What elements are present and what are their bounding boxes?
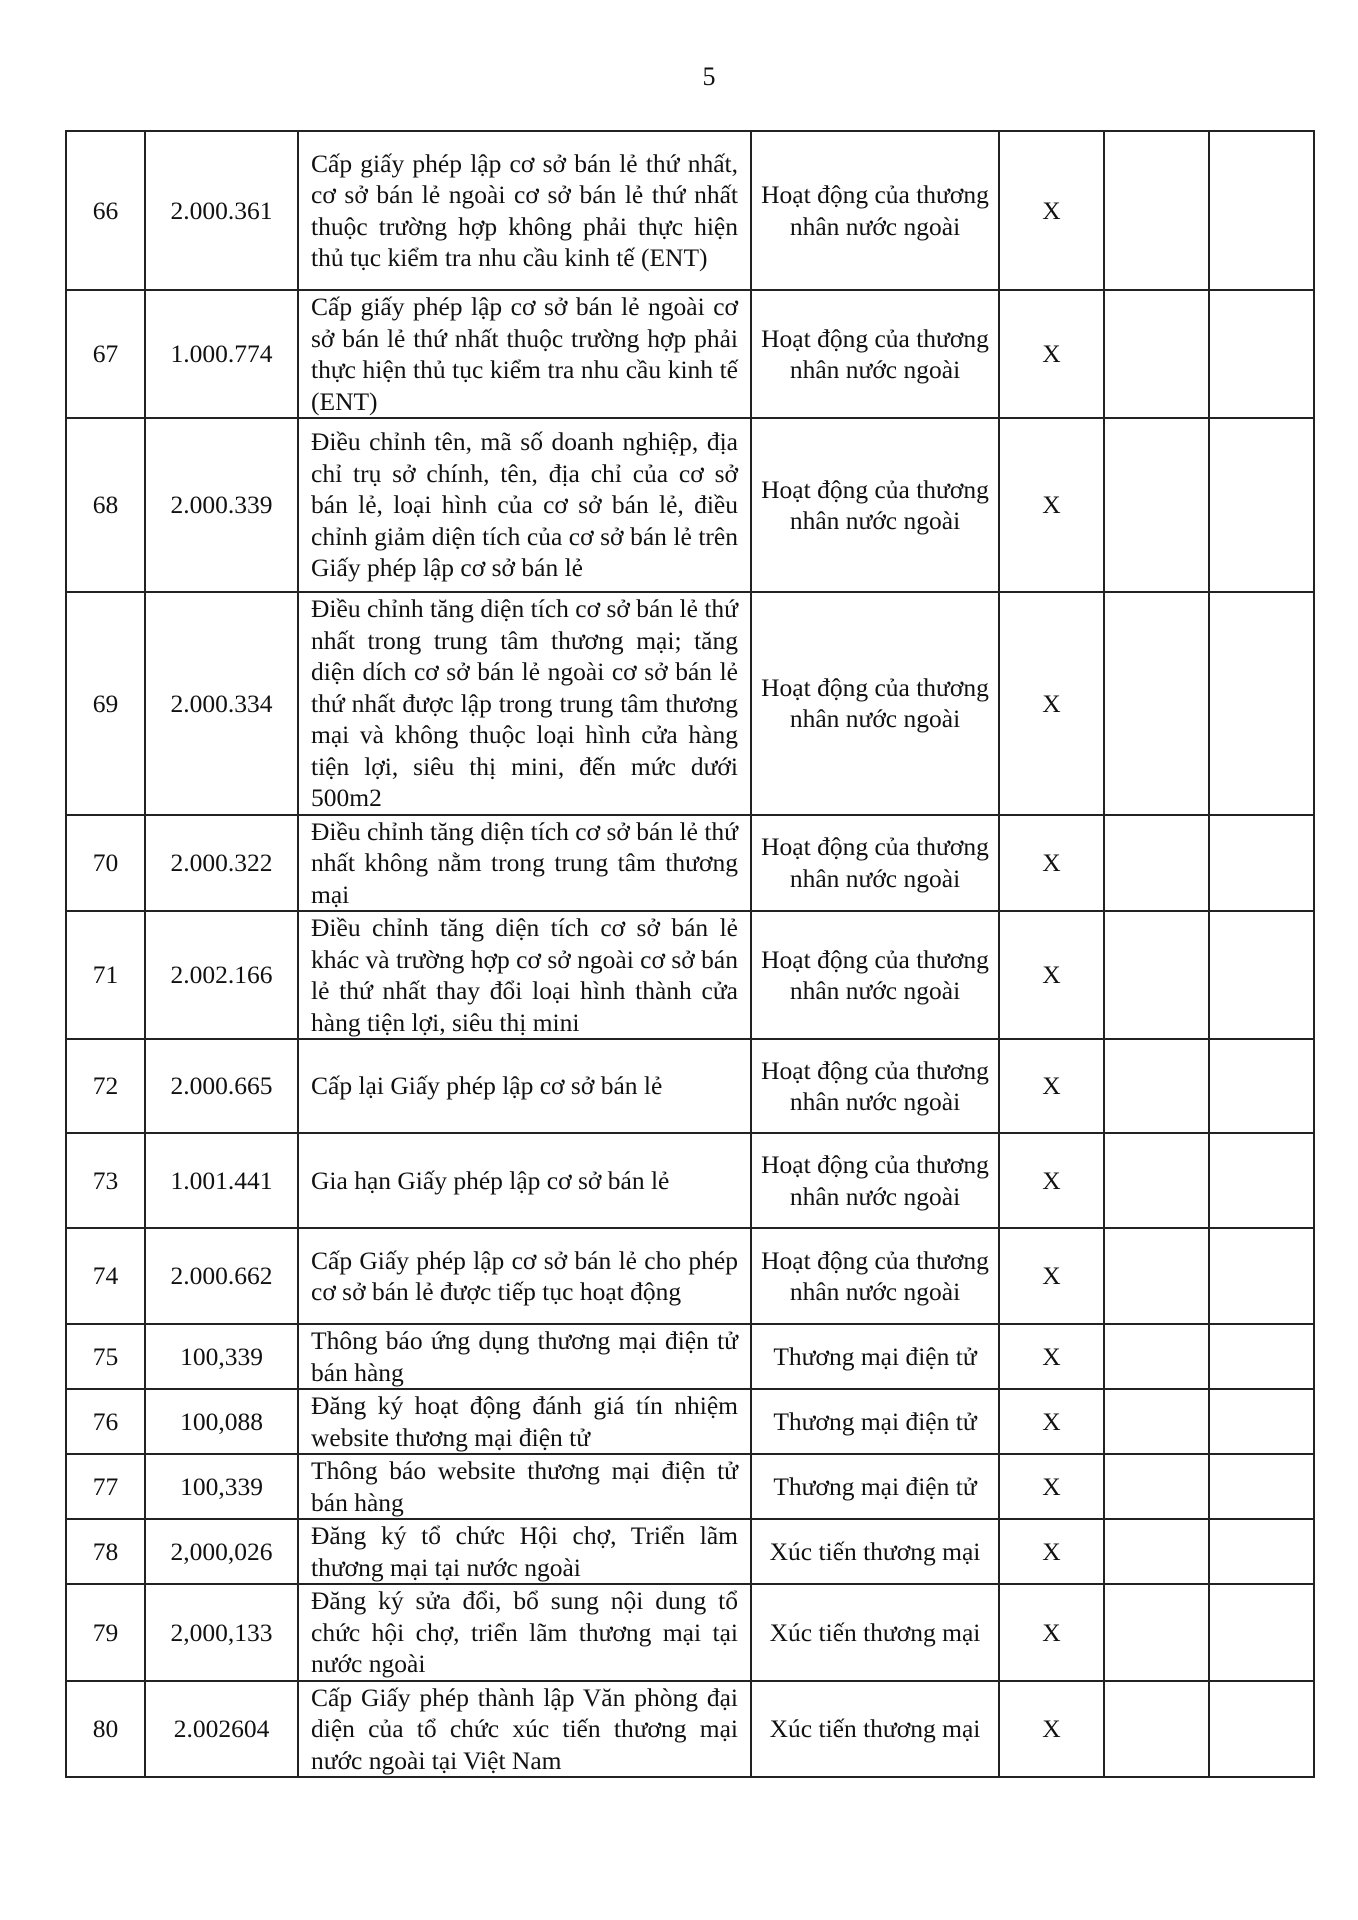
level-mark: X bbox=[999, 1389, 1104, 1454]
row-number: 72 bbox=[66, 1039, 145, 1133]
table-row bbox=[66, 1454, 1314, 1519]
level-mark: X bbox=[999, 1584, 1104, 1681]
procedure-code: 100,088 bbox=[145, 1389, 298, 1454]
row-number: 75 bbox=[66, 1324, 145, 1389]
empty-cell bbox=[1209, 1324, 1314, 1389]
empty-cell bbox=[1209, 1389, 1314, 1454]
level-mark: X bbox=[999, 1519, 1104, 1584]
row-number: 73 bbox=[66, 1133, 145, 1228]
table-row bbox=[66, 418, 1314, 592]
table-row bbox=[66, 1681, 1314, 1778]
procedure-field: Xúc tiến thương mại bbox=[751, 1519, 999, 1584]
empty-cell bbox=[1209, 815, 1314, 912]
table-row bbox=[66, 1324, 1314, 1389]
level-mark: X bbox=[999, 911, 1104, 1039]
procedures-table bbox=[65, 130, 1315, 1778]
row-number: 69 bbox=[66, 592, 145, 815]
empty-cell bbox=[1104, 815, 1209, 912]
procedure-field: Hoạt động của thương nhân nước ngoài bbox=[751, 1039, 999, 1133]
empty-cell bbox=[1209, 1039, 1314, 1133]
level-mark: X bbox=[999, 290, 1104, 418]
empty-cell bbox=[1209, 1228, 1314, 1324]
procedure-field: Xúc tiến thương mại bbox=[751, 1584, 999, 1681]
procedure-field: Hoạt động của thương nhân nước ngoài bbox=[751, 131, 999, 290]
procedure-code: 2.000.339 bbox=[145, 418, 298, 592]
row-number: 80 bbox=[66, 1681, 145, 1778]
procedure-code: 2.000.334 bbox=[145, 592, 298, 815]
empty-cell bbox=[1209, 290, 1314, 418]
procedure-code: 2,000,026 bbox=[145, 1519, 298, 1584]
procedure-name: Thông báo website thương mại điện tử bán hàng bbox=[298, 1454, 751, 1519]
table-row bbox=[66, 131, 1314, 290]
row-number: 74 bbox=[66, 1228, 145, 1324]
procedure-name: Cấp giấy phép lập cơ sở bán lẻ thứ nhất, cơ sở bán lẻ ngoài cơ sở bán lẻ thứ nhất thuộc trường hợp không phải thực hiện thủ tục kiểm tra nhu cầu kinh tế (ENT) bbox=[298, 131, 751, 290]
empty-cell bbox=[1104, 1039, 1209, 1133]
row-number: 79 bbox=[66, 1584, 145, 1681]
row-number: 67 bbox=[66, 290, 145, 418]
empty-cell bbox=[1104, 1519, 1209, 1584]
empty-cell bbox=[1104, 131, 1209, 290]
empty-cell bbox=[1104, 1454, 1209, 1519]
empty-cell bbox=[1209, 1681, 1314, 1778]
empty-cell bbox=[1104, 1228, 1209, 1324]
procedure-name: Gia hạn Giấy phép lập cơ sở bán lẻ bbox=[298, 1133, 751, 1228]
empty-cell bbox=[1209, 1133, 1314, 1228]
table-row bbox=[66, 1389, 1314, 1454]
table-row bbox=[66, 1519, 1314, 1584]
procedure-name: Điều chỉnh tăng diện tích cơ sở bán lẻ thứ nhất không nằm trong trung tâm thương mại bbox=[298, 815, 751, 912]
procedure-field: Hoạt động của thương nhân nước ngoài bbox=[751, 1228, 999, 1324]
procedure-field: Hoạt động của thương nhân nước ngoài bbox=[751, 911, 999, 1039]
procedure-field: Hoạt động của thương nhân nước ngoài bbox=[751, 1133, 999, 1228]
empty-cell bbox=[1209, 911, 1314, 1039]
procedure-code: 2.002604 bbox=[145, 1681, 298, 1778]
level-mark: X bbox=[999, 418, 1104, 592]
level-mark: X bbox=[999, 1454, 1104, 1519]
empty-cell bbox=[1104, 1681, 1209, 1778]
row-number: 66 bbox=[66, 131, 145, 290]
empty-cell bbox=[1104, 592, 1209, 815]
level-mark: X bbox=[999, 815, 1104, 912]
table-row bbox=[66, 1039, 1314, 1133]
empty-cell bbox=[1209, 1519, 1314, 1584]
procedure-name: Điều chỉnh tăng diện tích cơ sở bán lẻ thứ nhất trong trung tâm thương mại; tăng diện dích cơ sở bán lẻ ngoài cơ sở bán lẻ thứ nhất được lập trong trung tâm thương mại và không thuộc loại hình cửa hàng tiện lợi, siêu thị mini, đến mức dưới 500m2 bbox=[298, 592, 751, 815]
level-mark: X bbox=[999, 1681, 1104, 1778]
procedure-code: 100,339 bbox=[145, 1454, 298, 1519]
level-mark: X bbox=[999, 1228, 1104, 1324]
procedure-field: Hoạt động của thương nhân nước ngoài bbox=[751, 815, 999, 912]
procedure-code: 2.002.166 bbox=[145, 911, 298, 1039]
procedure-field: Thương mại điện tử bbox=[751, 1389, 999, 1454]
procedure-code: 2.000.322 bbox=[145, 815, 298, 912]
procedure-code: 2,000,133 bbox=[145, 1584, 298, 1681]
empty-cell bbox=[1104, 290, 1209, 418]
row-number: 70 bbox=[66, 815, 145, 912]
procedure-name: Điều chỉnh tên, mã số doanh nghiệp, địa chỉ trụ sở chính, tên, địa chỉ của cơ sở bán lẻ, loại hình của cơ sở bán lẻ, điều chỉnh giảm diện tích của cơ sở bán lẻ trên Giấy phép lập cơ sở bán lẻ bbox=[298, 418, 751, 592]
procedure-name: Đăng ký sửa đổi, bổ sung nội dung tổ chức hội chợ, triển lãm thương mại tại nước ngoài bbox=[298, 1584, 751, 1681]
procedure-field: Xúc tiến thương mại bbox=[751, 1681, 999, 1778]
row-number: 76 bbox=[66, 1389, 145, 1454]
empty-cell bbox=[1209, 1584, 1314, 1681]
empty-cell bbox=[1104, 911, 1209, 1039]
level-mark: X bbox=[999, 1324, 1104, 1389]
page-number: 5 bbox=[702, 62, 716, 91]
table-row bbox=[66, 1584, 1314, 1681]
empty-cell bbox=[1209, 418, 1314, 592]
procedure-field: Hoạt động của thương nhân nước ngoài bbox=[751, 290, 999, 418]
procedure-field: Thương mại điện tử bbox=[751, 1454, 999, 1519]
level-mark: X bbox=[999, 1039, 1104, 1133]
procedure-field: Hoạt động của thương nhân nước ngoài bbox=[751, 592, 999, 815]
procedure-code: 2.000.662 bbox=[145, 1228, 298, 1324]
procedure-name: Cấp Giấy phép lập cơ sở bán lẻ cho phép cơ sở bán lẻ được tiếp tục hoạt động bbox=[298, 1228, 751, 1324]
procedure-name: Đăng ký hoạt động đánh giá tín nhiệm website thương mại điện tử bbox=[298, 1389, 751, 1454]
level-mark: X bbox=[999, 592, 1104, 815]
level-mark: X bbox=[999, 131, 1104, 290]
procedure-name: Cấp lại Giấy phép lập cơ sở bán lẻ bbox=[298, 1039, 751, 1133]
row-number: 78 bbox=[66, 1519, 145, 1584]
procedure-code: 1.001.441 bbox=[145, 1133, 298, 1228]
procedure-code: 2.000.665 bbox=[145, 1039, 298, 1133]
table-row bbox=[66, 911, 1314, 1039]
procedure-name: Điều chỉnh tăng diện tích cơ sở bán lẻ khác và trường hợp cơ sở ngoài cơ sở bán lẻ thứ nhất thay đổi loại hình thành cửa hàng tiện lợi, siêu thị mini bbox=[298, 911, 751, 1039]
procedure-name: Đăng ký tổ chức Hội chợ, Triển lãm thương mại tại nước ngoài bbox=[298, 1519, 751, 1584]
procedure-code: 1.000.774 bbox=[145, 290, 298, 418]
empty-cell bbox=[1104, 1584, 1209, 1681]
empty-cell bbox=[1104, 1133, 1209, 1228]
table-row bbox=[66, 290, 1314, 418]
procedure-field: Thương mại điện tử bbox=[751, 1324, 999, 1389]
table-row bbox=[66, 1133, 1314, 1228]
empty-cell bbox=[1209, 131, 1314, 290]
procedure-code: 2.000.361 bbox=[145, 131, 298, 290]
table-row bbox=[66, 1228, 1314, 1324]
procedure-field: Hoạt động của thương nhân nước ngoài bbox=[751, 418, 999, 592]
procedure-code: 100,339 bbox=[145, 1324, 298, 1389]
procedure-name: Thông báo ứng dụng thương mại điện tử bán hàng bbox=[298, 1324, 751, 1389]
empty-cell bbox=[1104, 418, 1209, 592]
table-row bbox=[66, 815, 1314, 912]
empty-cell bbox=[1209, 1454, 1314, 1519]
row-number: 71 bbox=[66, 911, 145, 1039]
empty-cell bbox=[1104, 1389, 1209, 1454]
row-number: 77 bbox=[66, 1454, 145, 1519]
procedure-name: Cấp giấy phép lập cơ sở bán lẻ ngoài cơ sở bán lẻ thứ nhất thuộc trường hợp phải thực hiện thủ tục kiểm tra nhu cầu kinh tế (ENT) bbox=[298, 290, 751, 418]
empty-cell bbox=[1209, 592, 1314, 815]
table-row bbox=[66, 592, 1314, 815]
row-number: 68 bbox=[66, 418, 145, 592]
empty-cell bbox=[1104, 1324, 1209, 1389]
level-mark: X bbox=[999, 1133, 1104, 1228]
procedure-name: Cấp Giấy phép thành lập Văn phòng đại diện của tổ chức xúc tiến thương mại nước ngoài tại Việt Nam bbox=[298, 1681, 751, 1778]
